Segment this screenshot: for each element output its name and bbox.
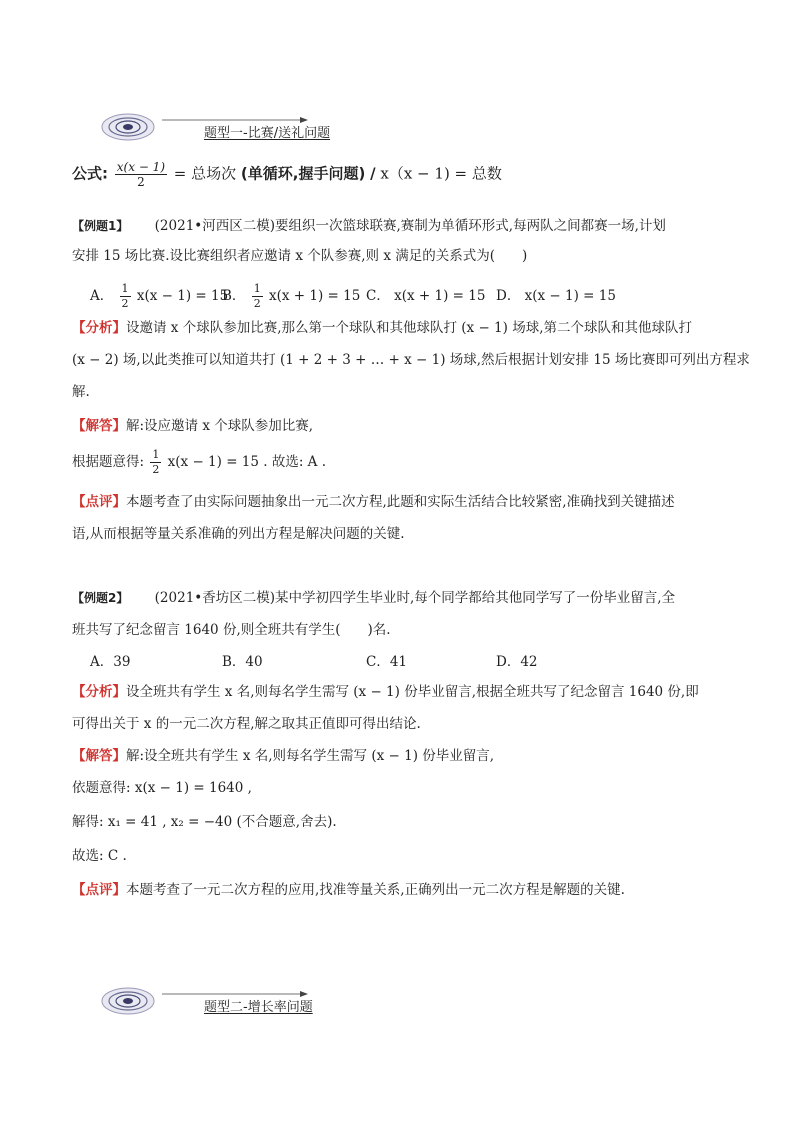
ex1-option-b: B． $\frac{1}{2}$ x(x + 1) = 15 xyxy=(222,282,361,310)
ex1-comment-2: 语,从而根据等量关系准确的列出方程是解决问题的关键. xyxy=(72,526,405,542)
ex1-analysis-1: 【分析】设邀请 x 个球队参加比赛,那么第一个球队和其他球队打 (x − 1) 场球,第二个球队和其他球队打 xyxy=(72,320,692,336)
ex2-answer-3: 解得: x₁ = 41 , x₂ = −40 (不合题意,舍去). xyxy=(72,814,337,830)
ex2-option-c: C．41 xyxy=(366,654,408,670)
formula-label: 公式: xyxy=(72,164,108,183)
ex1-answer-2: 根据题意得: $\frac{1}{2}$ x(x − 1) = 15 . 故选: A . xyxy=(72,448,327,476)
ex2-tag: 【例题2】 xyxy=(72,591,129,605)
section-header-2 xyxy=(100,982,360,1018)
ex1-comment-1: 【点评】本题考查了由实际问题抽象出一元二次方程,此题和实际生活结合比较紧密,准确找到关键描述 xyxy=(72,494,675,510)
formula-expr: x（x − 1) = 总数 xyxy=(380,164,502,183)
ex1-tag: 【例题1】 xyxy=(72,219,129,233)
ex2-answer-1: 【解答】解:设全班共有学生 x 名,则每名学生需写 (x − 1) 份毕业留言, xyxy=(72,748,495,764)
ex2-option-d: D．42 xyxy=(496,654,538,670)
ex2-option-b: B．40 xyxy=(222,654,263,670)
ex1-option-a: A． $\frac{1}{2}$ x(x − 1) = 15 xyxy=(90,282,229,310)
ex2-comment-1: 【点评】本题考查了一元二次方程的应用,找准等量关系,正确列出一元二次方程是解题的关键. xyxy=(72,882,625,898)
section-title: 题型二-增长率问题 xyxy=(204,1000,313,1015)
section-title: 题型一-比赛/送礼问题 xyxy=(204,126,331,141)
ex2-option-a: A．39 xyxy=(90,654,131,670)
formula-fraction: $\frac{x(x - 1)}{2}$ xyxy=(116,160,165,189)
formula-eq1: = 总场次 xyxy=(173,164,237,183)
ex2-line1: 【例题2】 (2021•香坊区二模)某中学初四学生毕业时,每个同学都给其他同学写了一份毕业留言,全 xyxy=(72,590,676,606)
formula-slash: / xyxy=(370,164,376,183)
ex1-option-d: D． x(x − 1) = 15 xyxy=(496,288,616,304)
ex2-answer-2: 依题意得: x(x − 1) = 1640 , xyxy=(72,780,252,796)
section-header-1 xyxy=(100,108,360,144)
ex1-analysis-3: 解. xyxy=(72,384,90,400)
ex1-line1: 【例题1】 (2021•河西区二模)要组织一次篮球联赛,赛制为单循环形式,每两队之间都赛一场,计划 xyxy=(72,218,666,234)
ex1-option-c: C． x(x + 1) = 15 xyxy=(366,288,486,304)
ex2-line2: 班共写了纪念留言 1640 份,则全班共有学生( )名. xyxy=(72,622,391,638)
ex1-answer-1: 【解答】解:设应邀请 x 个球队参加比赛, xyxy=(72,418,314,434)
formula-note: (单循环,握手问题) xyxy=(240,164,366,183)
ex2-analysis-2: 可得出关于 x 的一元二次方程,解之取其正值即可得出结论. xyxy=(72,716,421,732)
ex2-analysis-1: 【分析】设全班共有学生 x 名,则每名学生需写 (x − 1) 份毕业留言,根据全班共写了纪念留言 1640 份,即 xyxy=(72,684,699,700)
formula-line xyxy=(72,160,502,189)
ex1-analysis-2: (x − 2) 场,以此类推可以知道共打 (1 + 2 + 3 + … + x − 1) 场球,然后根据计划安排 15 场比赛即可列出方程求 xyxy=(72,352,750,368)
ex1-line2: 安排 15 场比赛.设比赛组织者应邀请 x 个队参赛,则 x 满足的关系式为( ) xyxy=(72,248,528,264)
ex2-answer-4: 故选: C . xyxy=(72,848,127,864)
